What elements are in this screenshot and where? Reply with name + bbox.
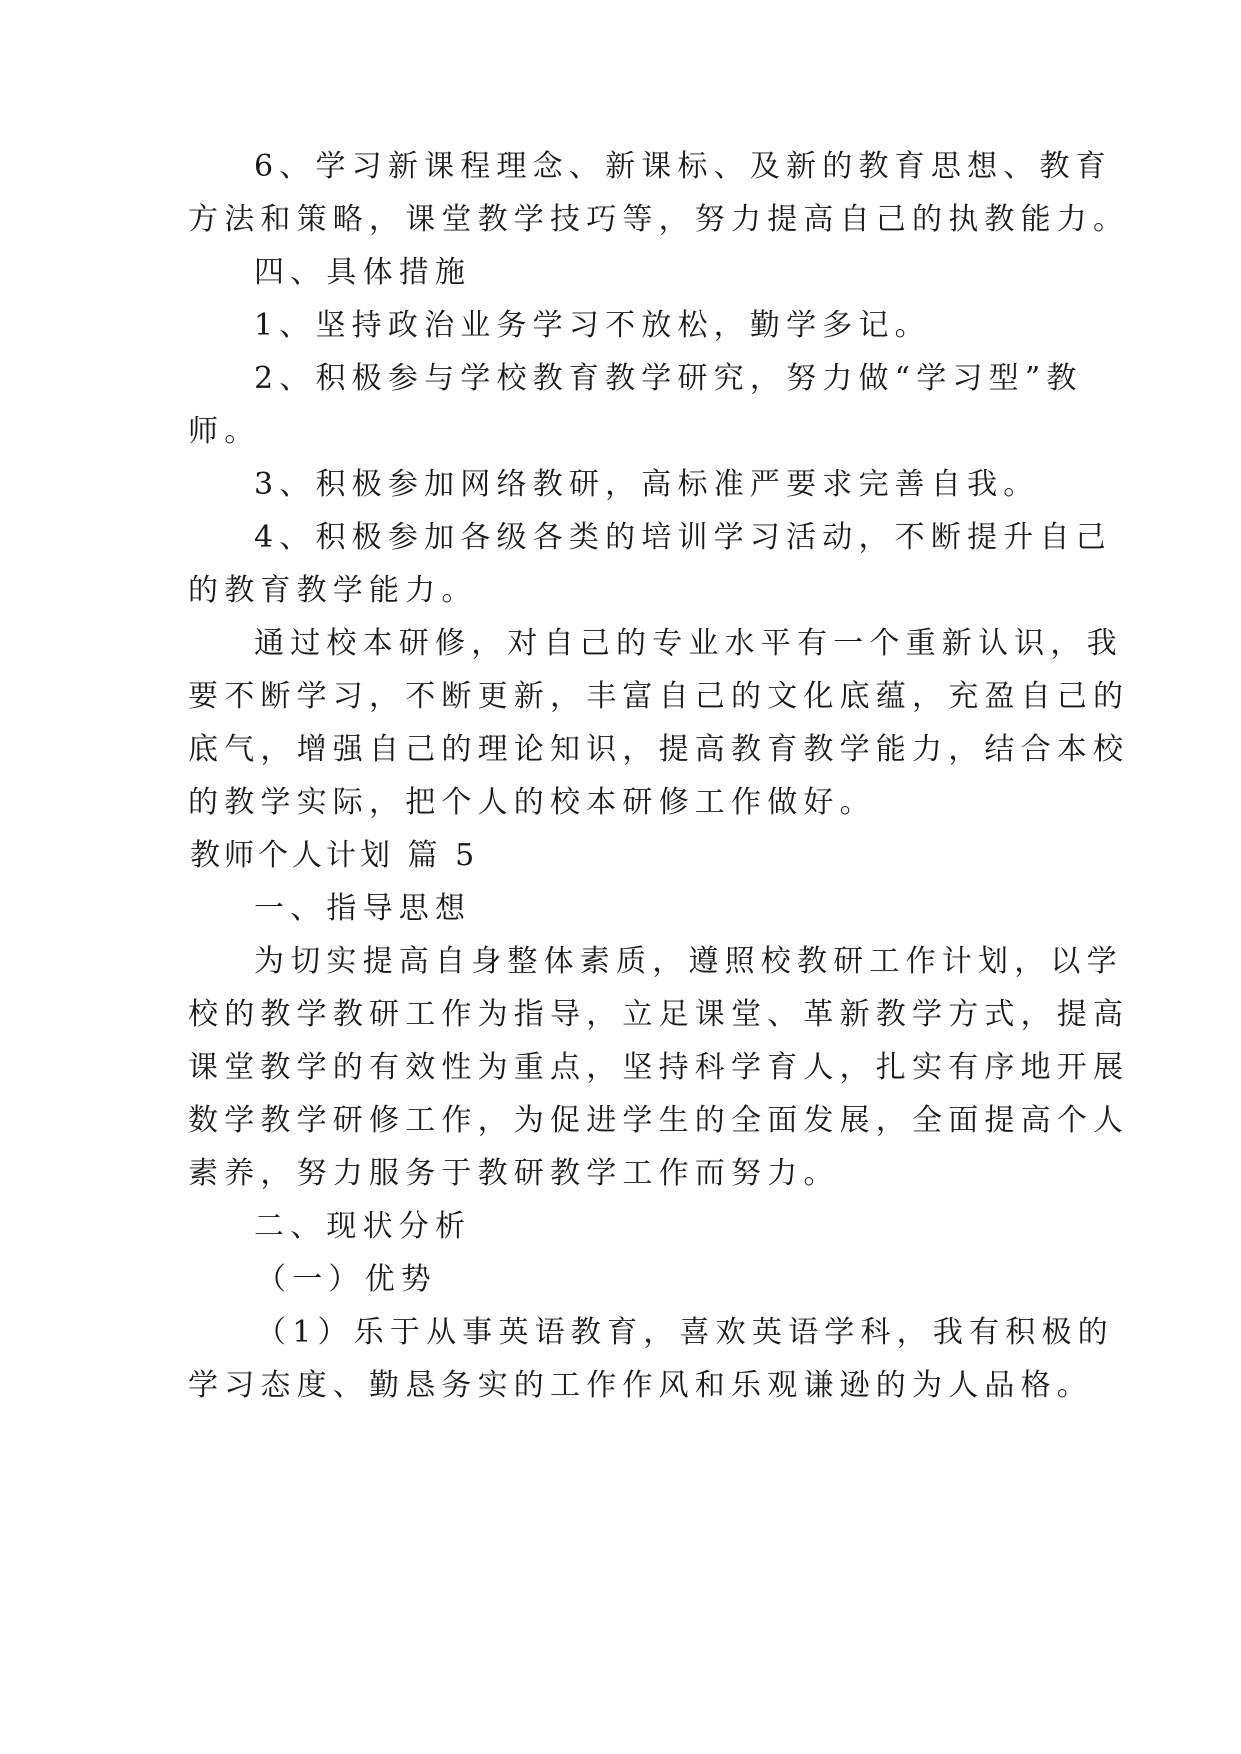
paragraph-line: 3、积极参加网络教研，高标准严要求完善自我。 bbox=[254, 467, 1040, 502]
document-title: 教师个人计划 篇 5 bbox=[190, 838, 479, 873]
paragraph-line: 师。 bbox=[188, 414, 261, 449]
paragraph-line: 1、坚持政治业务学习不放松，勤学多记。 bbox=[254, 308, 931, 343]
paragraph-line: （1）乐于从事英语教育，喜欢英语学科，我有积极的 bbox=[256, 1315, 1114, 1350]
paragraph-line: 方法和策略，课堂教学技巧等，努力提高自己的执教能力。 bbox=[188, 202, 1130, 237]
paragraph-line: 校的教学教研工作为指导，立足课堂、革新教学方式，提高 bbox=[188, 997, 1130, 1032]
paragraph-line: 数学教学研修工作，为促进学生的全面发展，全面提高个人 bbox=[188, 1103, 1130, 1138]
section-heading: 一、指导思想 bbox=[254, 891, 472, 926]
paragraph-line: 课堂教学的有效性为重点，坚持科学育人，扎实有序地开展 bbox=[188, 1050, 1130, 1085]
section-heading: 四、具体措施 bbox=[254, 255, 472, 290]
paragraph-line: 学习态度、勤恳务实的工作作风和乐观谦逊的为人品格。 bbox=[188, 1368, 1093, 1403]
paragraph-line: 6、学习新课程理念、新课标、及新的教育思想、教育 bbox=[254, 149, 1112, 184]
paragraph-line: 为切实提高自身整体素质，遵照校教研工作计划，以学 bbox=[254, 944, 1123, 979]
paragraph-line: 素养，努力服务于教研教学工作而努力。 bbox=[188, 1156, 840, 1191]
paragraph-line: 的教育教学能力。 bbox=[188, 573, 478, 608]
paragraph-line: 2、积极参与学校教育教学研究，努力做“学习型”教 bbox=[254, 361, 1083, 396]
paragraph-line: 的教学实际，把个人的校本研修工作做好。 bbox=[188, 785, 876, 820]
paragraph-line: 4、积极参加各级各类的培训学习活动，不断提升自己 bbox=[254, 520, 1112, 555]
paragraph-line: 底气，增强自己的理论知识，提高教育教学能力，结合本校 bbox=[188, 732, 1130, 767]
subsection-heading: （一）优势 bbox=[256, 1262, 437, 1297]
section-heading: 二、现状分析 bbox=[254, 1209, 472, 1244]
paragraph-line: 要不断学习，不断更新，丰富自己的文化底蕴，充盈自己的 bbox=[188, 679, 1130, 714]
paragraph-line: 通过校本研修，对自己的专业水平有一个重新认识，我 bbox=[254, 626, 1123, 661]
